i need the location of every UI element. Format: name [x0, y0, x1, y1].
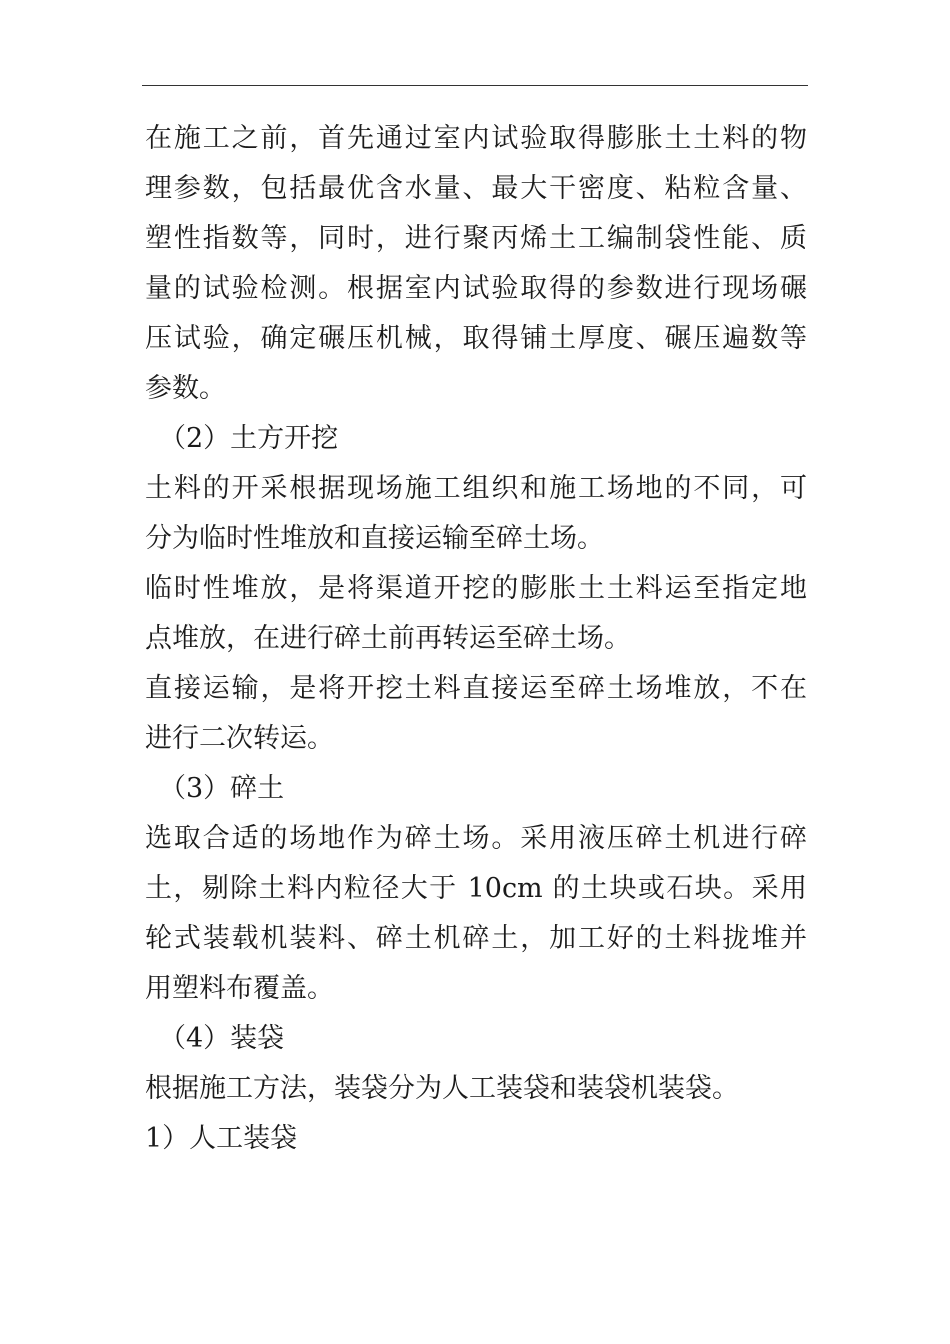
text-line: 进行二次转运。 — [145, 723, 334, 754]
document-body — [145, 114, 807, 1164]
text-line: 直接运输，是将开挖土料直接运至碎土场堆放，不在 — [145, 673, 807, 704]
text-line: 选取合适的场地作为碎土场。采用液压碎土机进行碎 — [145, 823, 807, 854]
text-line: 用塑料布覆盖。 — [145, 973, 334, 1004]
text-line: 临时性堆放，是将渠道开挖的膨胀土土料运至指定地 — [145, 573, 807, 604]
section-heading: （2）土方开挖 — [159, 423, 339, 454]
text-line: 1）人工装袋 — [145, 1123, 298, 1154]
text-line: 塑性指数等，同时，进行聚丙烯土工编制袋性能、质 — [145, 223, 807, 254]
text-line: 参数。 — [145, 373, 226, 404]
text-line: 在施工之前，首先通过室内试验取得膨胀土土料的物 — [145, 123, 807, 154]
text-line: 分为临时性堆放和直接运输至碎土场。 — [145, 523, 604, 554]
header-rule — [142, 85, 808, 86]
text-line: 压试验，确定碾压机械，取得铺土厚度、碾压遍数等 — [145, 323, 807, 354]
text-line: 根据施工方法，装袋分为人工装袋和装袋机装袋。 — [145, 1073, 739, 1104]
section-heading: （4）装袋 — [159, 1023, 285, 1054]
text-line: 土料的开采根据现场施工组织和施工场地的不同，可 — [145, 473, 807, 504]
text-line: 土，剔除土料内粒径大于 10cm 的土块或石块。采用 — [145, 873, 807, 904]
section-heading: （3）碎土 — [159, 773, 285, 804]
text-line: 量的试验检测。根据室内试验取得的参数进行现场碾 — [145, 273, 807, 304]
text-line: 轮式装载机装料、碎土机碎土，加工好的土料拢堆并 — [145, 923, 807, 954]
text-line: 点堆放，在进行碎土前再转运至碎土场。 — [145, 623, 631, 654]
text-line: 理参数，包括最优含水量、最大干密度、粘粒含量、 — [145, 173, 807, 204]
